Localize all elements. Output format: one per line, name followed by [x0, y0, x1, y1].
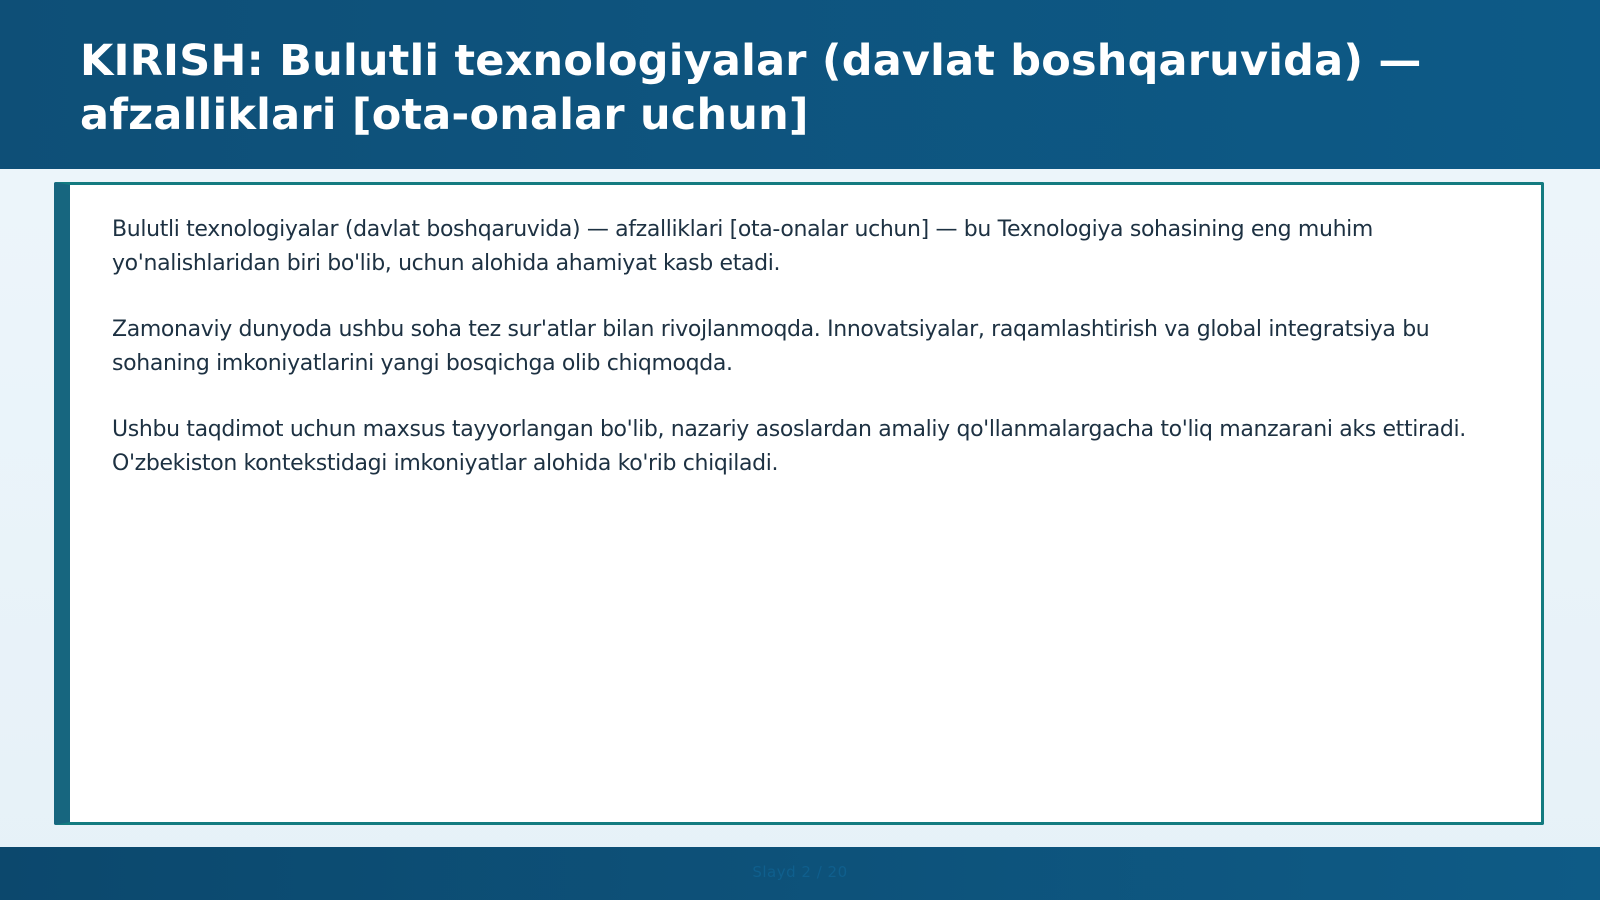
development-paragraph: Zamonaviy dunyoda ushbu soha tez sur'atlar bilan rivojlanmoqda. Innovatsiyalar, raqamlashtirish va global integratsiya bu sohaning imkoniyatlarini yangi bosqichga olib chiqmoqda. — [112, 317, 1430, 376]
intro-paragraph: Bulutli texnologiyalar (davlat boshqaruvida) — afzalliklari [ota-onalar uchun] — bu Texnologiya sohasining eng muhim yo'nalishlaridan biri bo'lib, uchun alohida ahamiyat kasb etadi. — [112, 217, 1374, 276]
slide-number-text: Slayd 2 / 20 — [752, 863, 848, 881]
slide-title: KIRISH: Bulutli texnologiyalar (davlat boshqaruvida) — afzalliklari [ota-onalar uchun] — [80, 36, 1422, 140]
presentation-purpose-paragraph: Ushbu taqdimot uchun maxsus tayyorlangan bo'lib, nazariy asoslardan amaliy qo'llanmalargacha to'liq manzarani aks ettiradi. O'zbekiston kontekstidagi imkoniyatlar alohida ko'rib chiqiladi. — [112, 417, 1466, 476]
slide-header — [0, 0, 1600, 169]
